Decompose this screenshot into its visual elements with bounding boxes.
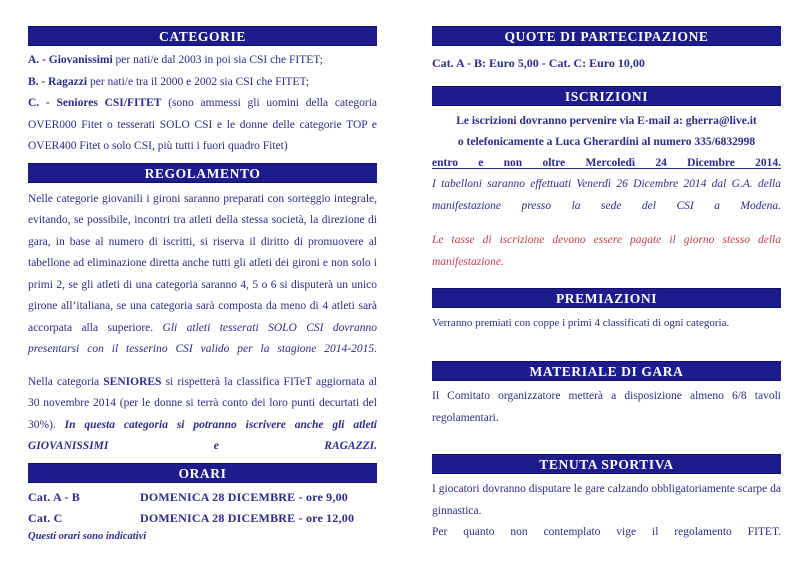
section-header-iscrizioni: ISCRIZIONI xyxy=(432,86,781,106)
categoria-item-a xyxy=(28,50,377,72)
categoria-item-c xyxy=(28,93,377,158)
regolamento-body: Nelle categorie giovanili i gironi saranno preparati con sorteggio integrale, evitando, se possibile, incontri tra atleti della stessa società, la direzione di gara, in base al numero di iscritti, si riserva il diritto di promuovere al tabellone ad eliminazione diretta anche tutti gli atleti dei gironi e non solo i primi 2, se gli atleti di una categoria saranno 4, 5 o 6 si disputerà un unico girone all’italiana, se una categoria sarà composta da meno di 4 atleti sarà accorpata alla superiore. xyxy=(28,192,377,334)
seniores-keyword: SENIORES xyxy=(103,375,162,388)
section-header-orari: ORARI xyxy=(28,463,377,483)
section-header-categorie: CATEGORIE xyxy=(28,26,377,46)
tenuta-body-2: Per quanto non contemplato vige il regolamento FITET. xyxy=(432,526,781,538)
tabelloni-paragraph: I tabelloni saranno effettuati Venerdì 26 Dicembre 2014 dal G.A. della manifestazione presso la sede del CSI a Modena. xyxy=(432,178,781,212)
orari-row-c xyxy=(28,508,377,529)
iscrizioni-block xyxy=(432,111,781,174)
orari-category-ab: Cat. A - B xyxy=(28,489,81,504)
orari-schedule-c: DOMENICA 28 DICEMBRE - ore 12,00 xyxy=(140,510,355,525)
section-header-quote: QUOTE DI PARTECIPAZIONE xyxy=(432,26,781,46)
orari-category-c: Cat. C xyxy=(28,510,63,525)
categoria-b-label: B. - Ragazzi xyxy=(28,75,88,88)
materiale-body: Il Comitato organizzatore metterà a disposizione almeno 6/8 tavoli regolamentari. xyxy=(432,390,781,424)
tenuta-body-1: I giocatori dovranno disputare le gare calzando obbligatoriamente scarpe da ginnastica. xyxy=(432,483,782,517)
iscrizioni-phone-line: o telefonicamente a Luca Gherardini al numero 335/6832998 xyxy=(457,136,756,148)
categoria-a-text: per nati/e dal 2003 in poi sia CSI che FITET; xyxy=(112,54,323,66)
premiazioni-body: Verranno premiati con coppe i primi 4 classificati di ogni categoria. xyxy=(432,317,730,329)
regolamento-paragraph xyxy=(28,189,377,361)
section-header-tenuta: TENUTA SPORTIVA xyxy=(432,454,781,474)
section-header-materiale: MATERIALE DI GARA xyxy=(432,361,781,381)
categorie-list xyxy=(28,50,377,158)
orari-note: Questi orari sono indicativi xyxy=(28,530,147,542)
section-header-premiazioni: PREMIAZIONI xyxy=(432,288,781,308)
seniores-paragraph xyxy=(28,372,377,458)
categoria-c-label: C. - Seniores CSI/FITET xyxy=(28,97,162,109)
iscrizioni-deadline-line: entro e non oltre Mercoledì 24 Dicembre 2014. xyxy=(432,157,781,169)
orari-table xyxy=(28,487,377,529)
tasse-red-note: Le tasse di iscrizione devono essere pagate il giorno stesso della manifestazione. xyxy=(432,234,781,268)
seniores-bold-italic: In questa categoria si potranno iscrivere anche gli atleti GIOVANISSIMI e RAGAZZI. xyxy=(28,418,377,452)
iscrizioni-email-line: Le iscrizioni dovranno pervenire via E-mail a: gherra@live.it xyxy=(456,115,757,127)
orari-row-ab xyxy=(28,487,377,508)
categoria-item-b xyxy=(28,72,377,94)
orari-schedule-ab: DOMENICA 28 DICEMBRE - ore 9,00 xyxy=(140,489,348,504)
seniores-mid: si rispetterà la classifica FITeT aggiornata al 30 novembre 2014 (per le donne si terrà conto dei loro punti decurtati del 30%). xyxy=(28,375,377,431)
categoria-a-label: A. - Giovanissimi xyxy=(28,54,113,66)
categoria-c-text: (sono ammessi gli uomini della categoria OVER000 Fitet o tesserati SOLO CSI e le donne delle categorie TOP e OVER400 Fitet o solo CSI, più tutti i fuori quadro Fitet) xyxy=(28,97,377,152)
right-column xyxy=(404,0,808,572)
section-header-regolamento: REGOLAMENTO xyxy=(28,163,377,183)
seniores-pre: Nella categoria xyxy=(28,375,104,388)
regolamento-body-italic: Gli atleti tesserati SOLO CSI dovranno presentarsi con il tesserino CSI valido per la stagione 2014-2015. xyxy=(28,321,377,355)
categoria-b-text: per nati/e tra il 2000 e 2002 sia CSI che FITET; xyxy=(87,75,310,88)
quote-fee-line: Cat. A - B: Euro 5,00 - Cat. C: Euro 10,00 xyxy=(432,56,645,70)
